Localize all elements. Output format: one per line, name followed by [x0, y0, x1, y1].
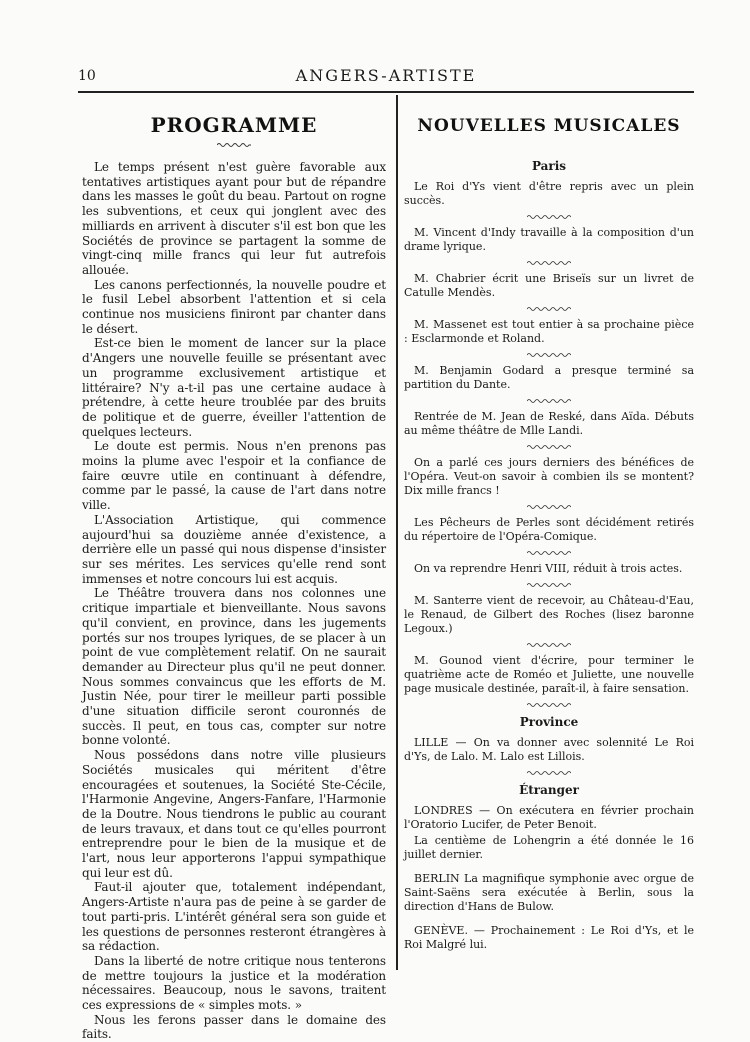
separator-squiggle — [527, 352, 571, 358]
paragraph: L'Association Artistique, qui commence aujourd'hui sa douzième année d'existence, a derrière elle un passé qui nous dispense d'insister sur ses mérites. Les services qu'elle rend sont immenses et notre concours lui est acquis. — [82, 512, 386, 586]
ornament-squiggle — [217, 142, 251, 148]
section-title-etranger: Étranger — [519, 783, 579, 797]
programme-text — [82, 160, 386, 1042]
separator-squiggle — [527, 398, 571, 404]
news-item: M. Santerre vient de recevoir, au Château-d'Eau, le Renaud, de Gilbert des Roches (lisez baronne Legoux.) — [404, 594, 694, 635]
news-item: On va reprendre Henri VIII, réduit à trois actes. — [414, 562, 683, 575]
page-number: 10 — [78, 68, 96, 84]
paragraph: Les canons perfectionnés, la nouvelle poudre et le fusil Lebel absorbent l'attention et si cela continue nos musiciens finiront par chanter dans le désert. — [82, 277, 386, 336]
page-header — [78, 66, 694, 90]
paragraph: Le doute est permis. Nous n'en prenons pas moins la plume avec l'espoir et la confiance de faire œuvre utile en continuant à défendre, comme par le passé, la cause de l'art dans notre ville. — [82, 439, 386, 513]
separator-squiggle — [527, 504, 571, 510]
separator-squiggle — [527, 702, 571, 708]
column-divider — [396, 95, 398, 970]
paragraph: Faut-il ajouter que, totalement indépendant, Angers-Artiste n'aura pas de peine à se garder de tout parti-pris. L'intérêt général sera son guide et les questions de personnes resteront étrangères à sa rédaction. — [82, 880, 386, 954]
news-item: M. Benjamin Godard a presque terminé sa partition du Dante. — [404, 364, 694, 391]
left-column — [82, 100, 386, 1042]
news-item: M. Vincent d'Indy travaille à la composition d'un drame lyrique. — [404, 226, 694, 253]
nouvelles-heading: NOUVELLES MUSICALES — [417, 116, 681, 136]
paragraph: Le temps présent n'est guère favorable aux tentatives artistiques ayant pour but de répandre dans les masses le goût du beau. Partout on rogne les subventions, et ceux qui jonglent avec des milliards en arrivent à discuter s'il est bon que les Sociétés de province se partagent la somme de vingt-cinq mille francs qui leur fut autrefois allouée. — [82, 160, 386, 277]
paragraph: Le Théâtre trouvera dans nos colonnes une critique impartiale et bienveillante. Nous savons qu'il convient, en province, dans les jugements portés sur nos troupes lyriques, de se placer à un point de vue complètement relatif. On ne saurait demander au Directeur plus qu'il ne peut donner. Nous sommes convaincus que les efforts de M. Justin Née, pour tirer le meilleur parti possible d'une situation difficile seront couronnés de succès. Il peut, en tous cas, compter sur notre bonne volonté. — [82, 586, 386, 748]
right-column — [404, 100, 694, 952]
news-item: Rentrée de M. Jean de Reské, dans Aïda. Débuts au même théâtre de Mlle Landi. — [404, 410, 694, 437]
separator-squiggle — [527, 444, 571, 450]
news-item: M. Gounod vient d'écrire, pour terminer le quatrième acte de Roméo et Juliette, une nouvelle page musicale destinée, paraît-il, à faire sensation. — [404, 654, 694, 695]
separator-squiggle — [527, 306, 571, 312]
header-rule — [78, 91, 694, 93]
news-item: Le Roi d'Ys vient d'être repris avec un plein succès. — [404, 180, 694, 207]
separator-squiggle — [527, 642, 571, 648]
paragraph: Nous possédons dans notre ville plusieurs Sociétés musicales qui méritent d'être encouragées et soutenues, la Société Ste-Cécile, l'Harmonie Angevine, Angers-Fanfare, l'Harmonie de la Doutre. Nous tiendrons le public au courant de leurs travaux, et dans tout ce qu'elles pourront entreprendre pour le bien de la musique et de l'art, nous leur apporterons l'appui sympathique qui leur est dû. — [82, 748, 386, 880]
separator-squiggle — [527, 550, 571, 556]
separator-squiggle — [527, 582, 571, 588]
news-item: Les Pêcheurs de Perles sont décidément retirés du répertoire de l'Opéra-Comique. — [404, 516, 694, 543]
separator-squiggle — [527, 214, 571, 220]
paragraph: Est-ce bien le moment de lancer sur la place d'Angers une nouvelle feuille se présentant avec un programme exclusivement artistique et littéraire? N'y a-t-il pas une certaine audace à prétendre, à cette heure troublée par des bruits de politique et de guerre, éveiller l'attention de quelques lecteurs. — [82, 336, 386, 439]
paragraph: Nous les ferons passer dans le domaine des faits. — [82, 1012, 386, 1042]
separator-squiggle — [527, 260, 571, 266]
news-item: On a parlé ces jours derniers des bénéfices de l'Opéra. Veut-on savoir à combien ils se montent? Dix mille francs ! — [404, 456, 694, 497]
section-title-paris: Paris — [531, 159, 567, 173]
news-item: GENÈVE. — Prochainement : Le Roi d'Ys, et le Roi Malgré lui. — [404, 924, 694, 951]
separator-squiggle — [527, 770, 571, 776]
news-item: La centième de Lohengrin a été donnée le 16 juillet dernier. — [404, 834, 694, 861]
news-item: M. Massenet est tout entier à sa prochaine pièce : Esclarmonde et Roland. — [404, 318, 694, 345]
journal-title: ANGERS-ARTISTE — [295, 66, 477, 85]
news-item: BERLIN La magnifique symphonie avec orgue de Saint-Saëns sera exécutée à Berlin, sous la direction d'Hans de Bulow. — [404, 872, 694, 913]
news-item: LONDRES — On exécutera en février prochain l'Oratorio Lucifer, de Peter Benoit. — [404, 804, 694, 831]
section-title-province: Province — [519, 715, 579, 729]
programme-heading: PROGRAMME — [150, 113, 318, 137]
news-item: M. Chabrier écrit une Briseïs sur un livret de Catulle Mendès. — [404, 272, 694, 299]
news-item: LILLE — On va donner avec solennité Le Roi d'Ys, de Lalo. M. Lalo est Lillois. — [404, 736, 694, 763]
paragraph: Dans la liberté de notre critique nous tenterons de mettre toujours la justice et la modération nécessaires. Beaucoup, nous le savons, traitent ces expressions de « simples mots. » — [82, 953, 386, 1013]
